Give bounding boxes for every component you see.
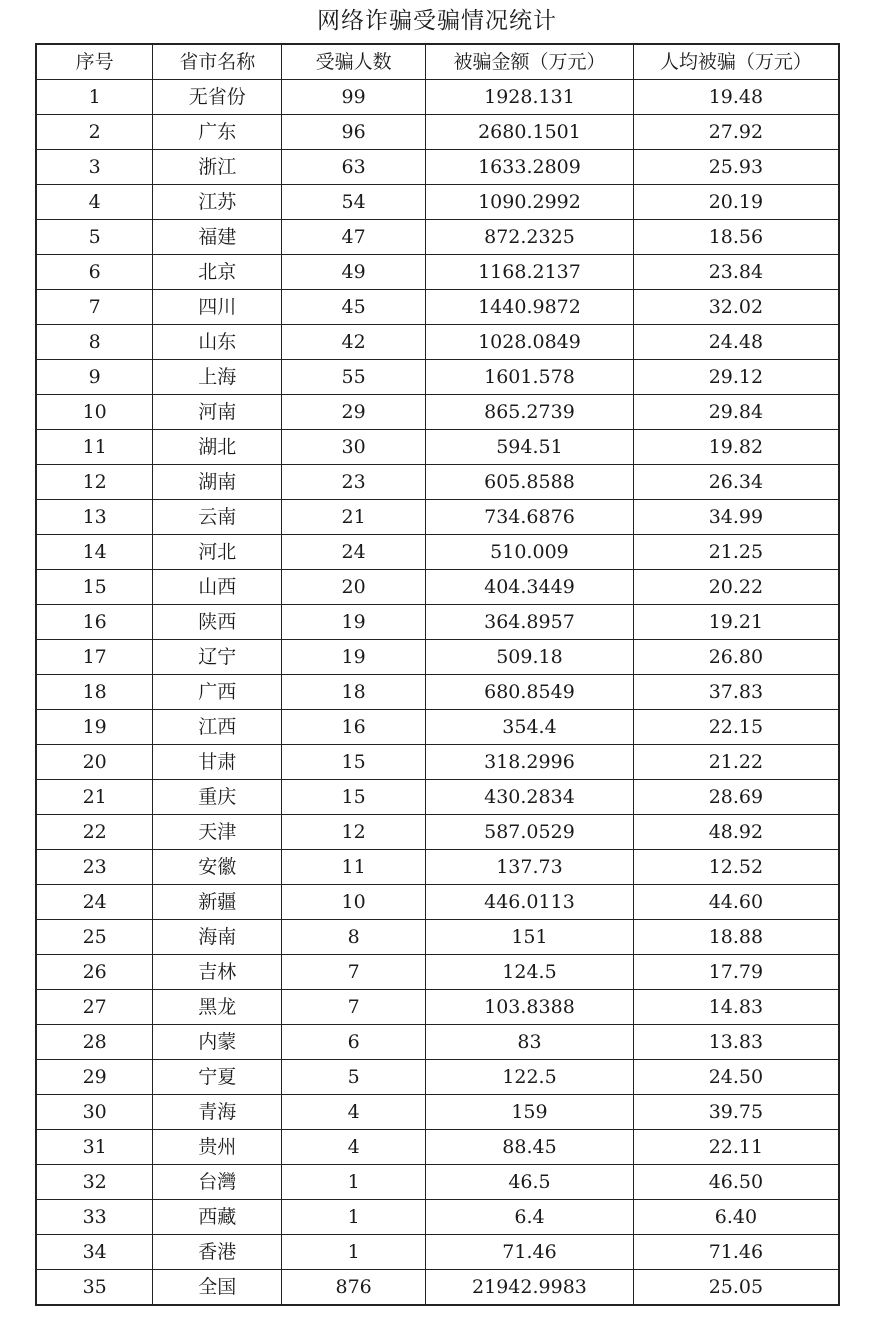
- cell-victims: 47: [282, 220, 426, 255]
- table-row: [36, 1095, 839, 1130]
- table-row: [36, 850, 839, 885]
- cell-amount: 587.0529: [426, 815, 634, 850]
- cell-victims: 11: [282, 850, 426, 885]
- table-row: [36, 360, 839, 395]
- cell-province: 安徽: [153, 850, 282, 885]
- cell-index: 8: [36, 325, 153, 360]
- cell-amount: 88.45: [426, 1130, 634, 1165]
- cell-amount: 103.8388: [426, 990, 634, 1025]
- cell-index: 28: [36, 1025, 153, 1060]
- cell-province: 山东: [153, 325, 282, 360]
- table-row: [36, 185, 839, 220]
- cell-province: 全国: [153, 1270, 282, 1306]
- cell-amount: 151: [426, 920, 634, 955]
- cell-per-capita: 29.12: [633, 360, 839, 395]
- table-row: [36, 500, 839, 535]
- table-row: [36, 325, 839, 360]
- cell-per-capita: 21.22: [633, 745, 839, 780]
- cell-province: 北京: [153, 255, 282, 290]
- cell-province: 四川: [153, 290, 282, 325]
- cell-victims: 4: [282, 1095, 426, 1130]
- cell-province: 河南: [153, 395, 282, 430]
- cell-index: 1: [36, 80, 153, 115]
- cell-index: 5: [36, 220, 153, 255]
- cell-victims: 55: [282, 360, 426, 395]
- cell-victims: 45: [282, 290, 426, 325]
- cell-victims: 15: [282, 780, 426, 815]
- table-row: [36, 745, 839, 780]
- cell-amount: 318.2996: [426, 745, 634, 780]
- cell-per-capita: 19.21: [633, 605, 839, 640]
- cell-index: 10: [36, 395, 153, 430]
- header-per-capita: 人均被骗（万元）: [633, 44, 839, 80]
- cell-index: 35: [36, 1270, 153, 1306]
- cell-per-capita: 18.88: [633, 920, 839, 955]
- cell-per-capita: 39.75: [633, 1095, 839, 1130]
- cell-victims: 42: [282, 325, 426, 360]
- cell-victims: 54: [282, 185, 426, 220]
- cell-province: 天津: [153, 815, 282, 850]
- table-row: [36, 1165, 839, 1200]
- cell-province: 广西: [153, 675, 282, 710]
- cell-amount: 430.2834: [426, 780, 634, 815]
- cell-victims: 30: [282, 430, 426, 465]
- cell-index: 32: [36, 1165, 153, 1200]
- table-row: [36, 605, 839, 640]
- table-row: [36, 955, 839, 990]
- cell-amount: 21942.9983: [426, 1270, 634, 1306]
- cell-victims: 6: [282, 1025, 426, 1060]
- table-row: [36, 290, 839, 325]
- table-row: [36, 675, 839, 710]
- cell-victims: 19: [282, 640, 426, 675]
- cell-index: 11: [36, 430, 153, 465]
- cell-amount: 364.8957: [426, 605, 634, 640]
- cell-victims: 20: [282, 570, 426, 605]
- cell-victims: 99: [282, 80, 426, 115]
- cell-province: 河北: [153, 535, 282, 570]
- table-row: [36, 885, 839, 920]
- table-row: [36, 815, 839, 850]
- cell-province: 广东: [153, 115, 282, 150]
- cell-province: 江西: [153, 710, 282, 745]
- cell-index: 24: [36, 885, 153, 920]
- cell-victims: 4: [282, 1130, 426, 1165]
- table-row: [36, 640, 839, 675]
- cell-amount: 46.5: [426, 1165, 634, 1200]
- cell-index: 15: [36, 570, 153, 605]
- cell-amount: 605.8588: [426, 465, 634, 500]
- cell-per-capita: 13.83: [633, 1025, 839, 1060]
- cell-province: 重庆: [153, 780, 282, 815]
- cell-victims: 8: [282, 920, 426, 955]
- cell-index: 19: [36, 710, 153, 745]
- cell-victims: 19: [282, 605, 426, 640]
- cell-amount: 124.5: [426, 955, 634, 990]
- cell-amount: 509.18: [426, 640, 634, 675]
- cell-victims: 1: [282, 1165, 426, 1200]
- cell-index: 30: [36, 1095, 153, 1130]
- cell-per-capita: 25.05: [633, 1270, 839, 1306]
- cell-province: 吉林: [153, 955, 282, 990]
- cell-province: 湖北: [153, 430, 282, 465]
- cell-amount: 1090.2992: [426, 185, 634, 220]
- cell-amount: 6.4: [426, 1200, 634, 1235]
- cell-victims: 5: [282, 1060, 426, 1095]
- table-row: [36, 80, 839, 115]
- cell-amount: 1028.0849: [426, 325, 634, 360]
- cell-per-capita: 25.93: [633, 150, 839, 185]
- cell-victims: 29: [282, 395, 426, 430]
- cell-index: 22: [36, 815, 153, 850]
- cell-amount: 510.009: [426, 535, 634, 570]
- cell-index: 17: [36, 640, 153, 675]
- table-row: [36, 1025, 839, 1060]
- table-header-row: [36, 44, 839, 80]
- table-row: [36, 465, 839, 500]
- cell-index: 23: [36, 850, 153, 885]
- cell-victims: 24: [282, 535, 426, 570]
- cell-amount: 2680.1501: [426, 115, 634, 150]
- cell-province: 甘肃: [153, 745, 282, 780]
- fraud-statistics-table: [35, 43, 840, 1306]
- table-row: [36, 430, 839, 465]
- cell-province: 青海: [153, 1095, 282, 1130]
- cell-victims: 876: [282, 1270, 426, 1306]
- cell-index: 7: [36, 290, 153, 325]
- cell-index: 21: [36, 780, 153, 815]
- table-row: [36, 1235, 839, 1270]
- cell-amount: 734.6876: [426, 500, 634, 535]
- cell-amount: 83: [426, 1025, 634, 1060]
- cell-per-capita: 46.50: [633, 1165, 839, 1200]
- cell-province: 黑龙: [153, 990, 282, 1025]
- cell-per-capita: 19.48: [633, 80, 839, 115]
- cell-index: 29: [36, 1060, 153, 1095]
- cell-per-capita: 24.50: [633, 1060, 839, 1095]
- cell-province: 浙江: [153, 150, 282, 185]
- cell-per-capita: 12.52: [633, 850, 839, 885]
- cell-index: 2: [36, 115, 153, 150]
- cell-amount: 446.0113: [426, 885, 634, 920]
- cell-amount: 137.73: [426, 850, 634, 885]
- cell-per-capita: 22.15: [633, 710, 839, 745]
- cell-amount: 872.2325: [426, 220, 634, 255]
- table-row: [36, 535, 839, 570]
- table-row: [36, 150, 839, 185]
- cell-per-capita: 26.34: [633, 465, 839, 500]
- header-province: 省市名称: [153, 44, 282, 80]
- cell-index: 6: [36, 255, 153, 290]
- cell-amount: 865.2739: [426, 395, 634, 430]
- cell-per-capita: 44.60: [633, 885, 839, 920]
- cell-victims: 7: [282, 990, 426, 1025]
- cell-province: 陕西: [153, 605, 282, 640]
- cell-province: 新疆: [153, 885, 282, 920]
- table-row: [36, 255, 839, 290]
- cell-per-capita: 19.82: [633, 430, 839, 465]
- table-row: [36, 1060, 839, 1095]
- cell-index: 34: [36, 1235, 153, 1270]
- cell-province: 上海: [153, 360, 282, 395]
- cell-province: 内蒙: [153, 1025, 282, 1060]
- cell-per-capita: 48.92: [633, 815, 839, 850]
- cell-province: 湖南: [153, 465, 282, 500]
- cell-victims: 63: [282, 150, 426, 185]
- cell-index: 3: [36, 150, 153, 185]
- cell-per-capita: 32.02: [633, 290, 839, 325]
- cell-index: 4: [36, 185, 153, 220]
- cell-province: 无省份: [153, 80, 282, 115]
- cell-amount: 1440.9872: [426, 290, 634, 325]
- page-title: 网络诈骗受骗情况统计: [317, 8, 557, 34]
- cell-victims: 49: [282, 255, 426, 290]
- cell-amount: 71.46: [426, 1235, 634, 1270]
- table-row: [36, 395, 839, 430]
- cell-per-capita: 23.84: [633, 255, 839, 290]
- cell-province: 福建: [153, 220, 282, 255]
- cell-index: 14: [36, 535, 153, 570]
- cell-victims: 1: [282, 1200, 426, 1235]
- cell-per-capita: 21.25: [633, 535, 839, 570]
- cell-victims: 16: [282, 710, 426, 745]
- cell-index: 33: [36, 1200, 153, 1235]
- cell-amount: 404.3449: [426, 570, 634, 605]
- cell-province: 西藏: [153, 1200, 282, 1235]
- cell-per-capita: 26.80: [633, 640, 839, 675]
- cell-province: 山西: [153, 570, 282, 605]
- cell-index: 12: [36, 465, 153, 500]
- cell-per-capita: 29.84: [633, 395, 839, 430]
- cell-amount: 680.8549: [426, 675, 634, 710]
- table-row: [36, 780, 839, 815]
- cell-per-capita: 24.48: [633, 325, 839, 360]
- cell-amount: 159: [426, 1095, 634, 1130]
- cell-province: 云南: [153, 500, 282, 535]
- table-row: [36, 1130, 839, 1165]
- cell-province: 香港: [153, 1235, 282, 1270]
- table-row: [36, 115, 839, 150]
- cell-amount: 1601.578: [426, 360, 634, 395]
- cell-index: 13: [36, 500, 153, 535]
- cell-per-capita: 27.92: [633, 115, 839, 150]
- cell-per-capita: 37.83: [633, 675, 839, 710]
- cell-index: 26: [36, 955, 153, 990]
- cell-victims: 18: [282, 675, 426, 710]
- cell-amount: 1928.131: [426, 80, 634, 115]
- cell-victims: 96: [282, 115, 426, 150]
- cell-province: 海南: [153, 920, 282, 955]
- table-row: [36, 710, 839, 745]
- cell-per-capita: 6.40: [633, 1200, 839, 1235]
- cell-victims: 1: [282, 1235, 426, 1270]
- cell-per-capita: 17.79: [633, 955, 839, 990]
- cell-victims: 10: [282, 885, 426, 920]
- cell-province: 台灣: [153, 1165, 282, 1200]
- cell-index: 31: [36, 1130, 153, 1165]
- cell-province: 江苏: [153, 185, 282, 220]
- cell-index: 9: [36, 360, 153, 395]
- header-index: 序号: [36, 44, 153, 80]
- cell-victims: 15: [282, 745, 426, 780]
- cell-per-capita: 18.56: [633, 220, 839, 255]
- cell-index: 16: [36, 605, 153, 640]
- table-row: [36, 220, 839, 255]
- cell-amount: 1633.2809: [426, 150, 634, 185]
- cell-province: 辽宁: [153, 640, 282, 675]
- cell-index: 25: [36, 920, 153, 955]
- table-row: [36, 1200, 839, 1235]
- cell-province: 宁夏: [153, 1060, 282, 1095]
- table-row: [36, 570, 839, 605]
- cell-index: 27: [36, 990, 153, 1025]
- cell-amount: 122.5: [426, 1060, 634, 1095]
- cell-per-capita: 34.99: [633, 500, 839, 535]
- cell-victims: 12: [282, 815, 426, 850]
- header-amount: 被骗金额（万元）: [426, 44, 634, 80]
- cell-amount: 1168.2137: [426, 255, 634, 290]
- cell-amount: 354.4: [426, 710, 634, 745]
- cell-victims: 7: [282, 955, 426, 990]
- cell-per-capita: 28.69: [633, 780, 839, 815]
- cell-per-capita: 20.19: [633, 185, 839, 220]
- table-row: [36, 1270, 839, 1306]
- table-row: [36, 990, 839, 1025]
- cell-index: 18: [36, 675, 153, 710]
- table-body: [36, 80, 839, 1306]
- header-victims: 受骗人数: [282, 44, 426, 80]
- cell-victims: 21: [282, 500, 426, 535]
- table-row: [36, 920, 839, 955]
- cell-per-capita: 14.83: [633, 990, 839, 1025]
- cell-amount: 594.51: [426, 430, 634, 465]
- cell-index: 20: [36, 745, 153, 780]
- cell-per-capita: 71.46: [633, 1235, 839, 1270]
- cell-province: 贵州: [153, 1130, 282, 1165]
- cell-per-capita: 22.11: [633, 1130, 839, 1165]
- cell-victims: 23: [282, 465, 426, 500]
- cell-per-capita: 20.22: [633, 570, 839, 605]
